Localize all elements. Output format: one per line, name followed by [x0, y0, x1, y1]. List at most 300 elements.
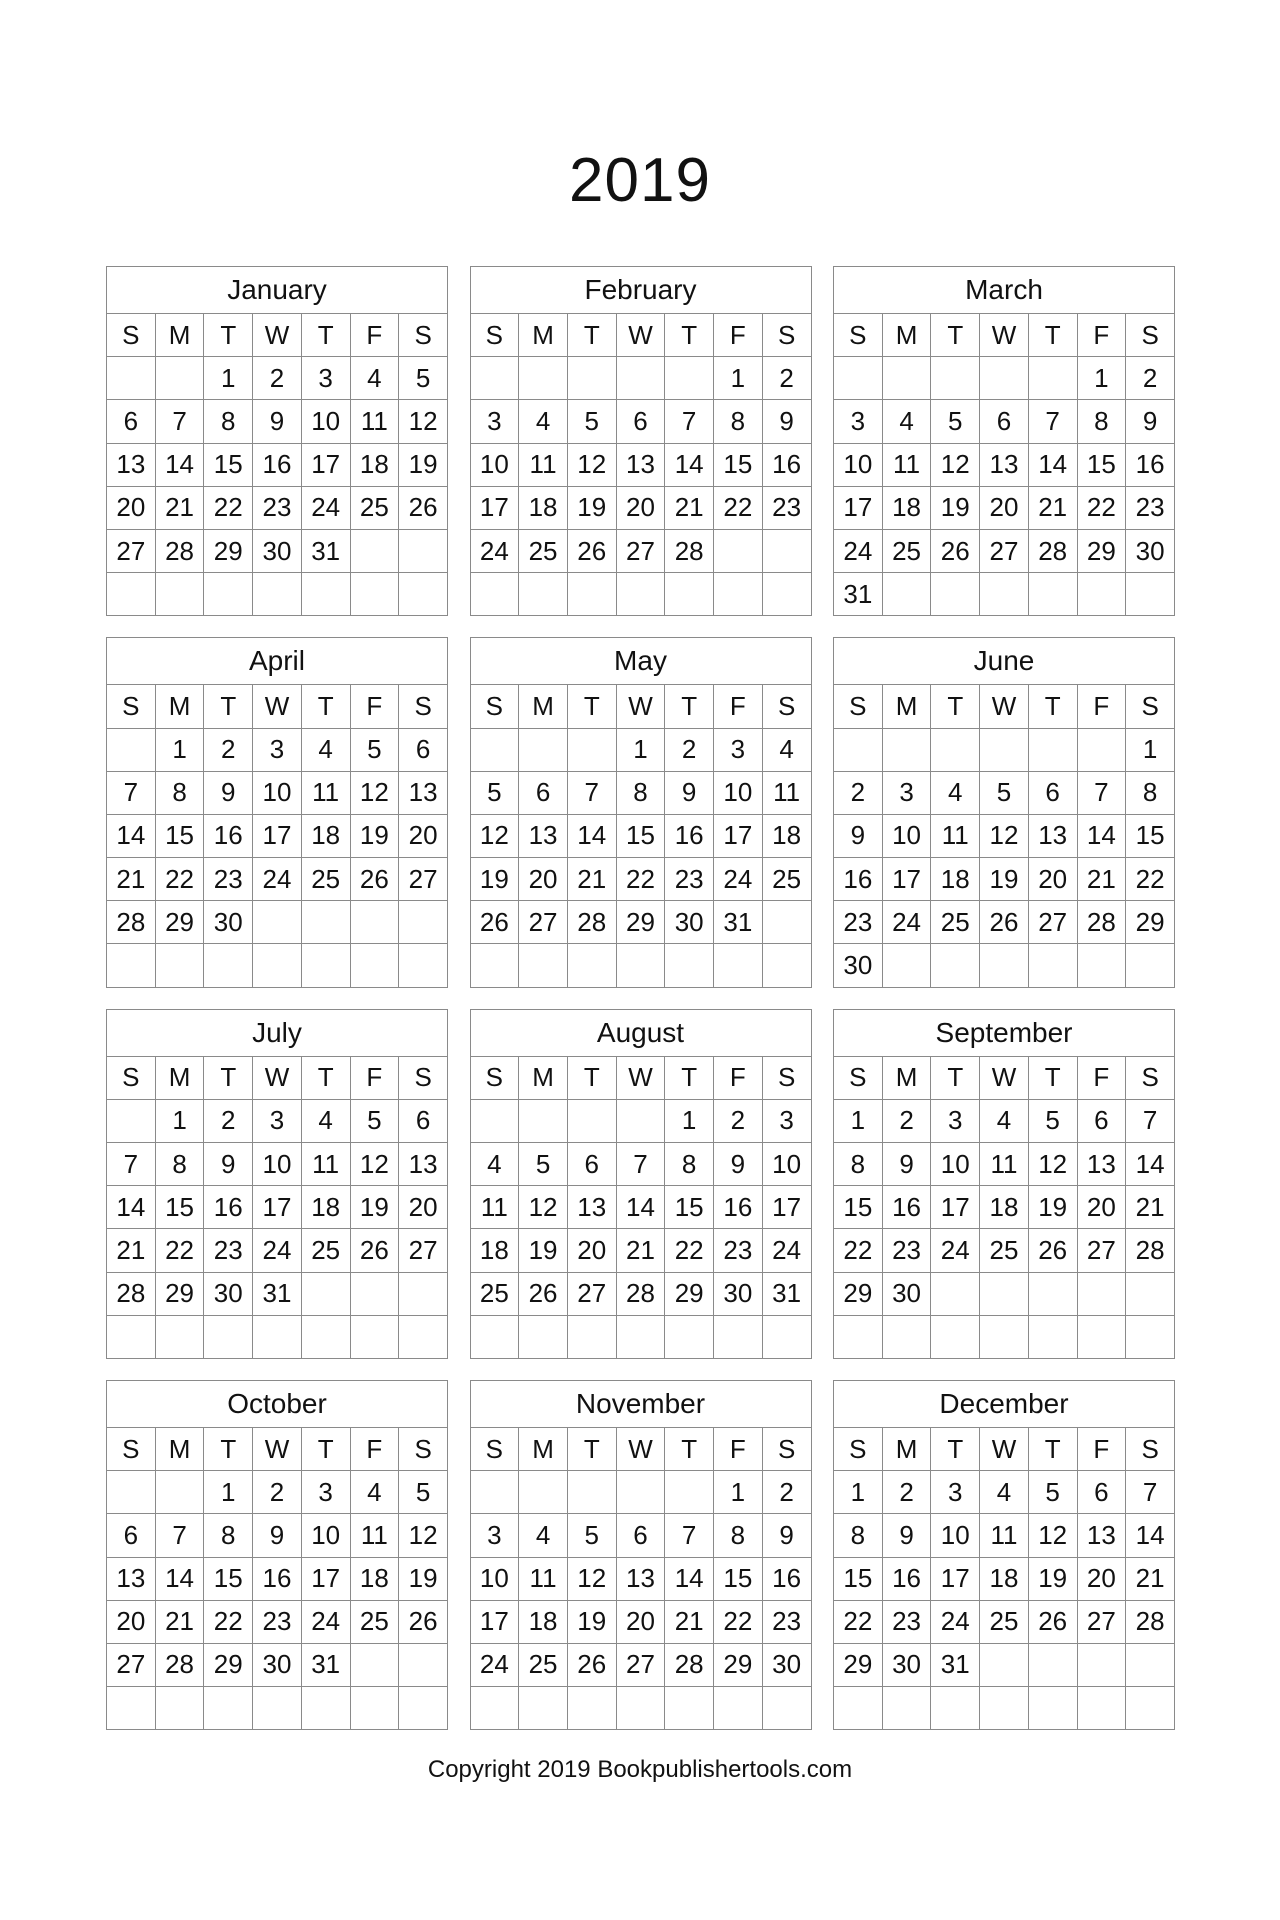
day-cell: 7	[107, 1143, 156, 1186]
day-cell: 18	[470, 1229, 519, 1272]
day-cell	[350, 573, 399, 616]
day-cell: 1	[155, 1099, 204, 1142]
week-row	[470, 357, 811, 400]
week-row	[107, 486, 448, 529]
day-cell	[931, 1315, 980, 1358]
day-cell	[204, 1687, 253, 1730]
month-name: July	[107, 1009, 448, 1056]
day-cell: 2	[762, 357, 811, 400]
day-cell: 9	[204, 1143, 253, 1186]
week-row	[470, 1272, 811, 1315]
day-cell: 13	[1028, 814, 1077, 857]
weekday-label: S	[762, 314, 811, 357]
day-cell: 22	[155, 1229, 204, 1272]
week-row	[107, 443, 448, 486]
day-cell: 17	[253, 814, 302, 857]
weekday-label: T	[204, 314, 253, 357]
day-cell: 7	[155, 1514, 204, 1557]
day-cell	[107, 357, 156, 400]
week-row	[834, 357, 1175, 400]
day-cell	[1077, 573, 1126, 616]
month-calendar-february	[470, 266, 812, 616]
day-cell	[350, 1687, 399, 1730]
day-cell	[107, 728, 156, 771]
weekday-header-row	[470, 685, 811, 728]
day-cell	[519, 357, 568, 400]
week-row	[107, 1315, 448, 1358]
weekday-label: T	[567, 1427, 616, 1470]
day-cell: 27	[399, 1229, 448, 1272]
day-cell: 22	[834, 1229, 883, 1272]
day-cell	[107, 1099, 156, 1142]
day-cell: 23	[834, 901, 883, 944]
day-cell: 20	[519, 858, 568, 901]
day-cell: 14	[107, 1186, 156, 1229]
day-cell: 11	[470, 1186, 519, 1229]
day-cell: 29	[834, 1272, 883, 1315]
week-row	[107, 1272, 448, 1315]
day-cell: 27	[1028, 901, 1077, 944]
day-cell	[834, 728, 883, 771]
day-cell: 16	[762, 1557, 811, 1600]
day-cell: 9	[204, 771, 253, 814]
day-cell: 6	[519, 771, 568, 814]
day-cell	[519, 1471, 568, 1514]
day-cell: 21	[1028, 486, 1077, 529]
day-cell: 11	[301, 771, 350, 814]
day-cell: 13	[399, 771, 448, 814]
day-cell	[350, 529, 399, 572]
day-cell	[399, 944, 448, 987]
day-cell: 2	[714, 1099, 763, 1142]
day-cell: 31	[931, 1643, 980, 1686]
week-row	[470, 858, 811, 901]
weekday-label: S	[1126, 314, 1175, 357]
weekday-label: W	[616, 685, 665, 728]
day-cell: 14	[107, 814, 156, 857]
day-cell	[301, 944, 350, 987]
week-row	[834, 1514, 1175, 1557]
day-cell	[567, 573, 616, 616]
day-cell: 24	[253, 858, 302, 901]
day-cell: 15	[834, 1557, 883, 1600]
day-cell	[350, 1272, 399, 1315]
day-cell	[519, 1315, 568, 1358]
weekday-label: W	[616, 314, 665, 357]
day-cell: 13	[107, 1557, 156, 1600]
day-cell: 20	[616, 1600, 665, 1643]
day-cell: 13	[519, 814, 568, 857]
day-cell: 29	[204, 1643, 253, 1686]
weekday-label: T	[204, 1427, 253, 1470]
weekday-label: M	[519, 685, 568, 728]
day-cell: 23	[882, 1229, 931, 1272]
day-cell: 4	[931, 771, 980, 814]
weekday-label: F	[350, 1427, 399, 1470]
day-cell: 28	[665, 529, 714, 572]
week-row	[107, 858, 448, 901]
day-cell	[567, 1099, 616, 1142]
copyright-footer: Copyright 2019 Bookpublishertools.com	[427, 1756, 853, 1783]
day-cell: 5	[567, 1514, 616, 1557]
day-cell: 8	[155, 771, 204, 814]
day-cell	[616, 357, 665, 400]
day-cell: 9	[253, 400, 302, 443]
week-row	[107, 1514, 448, 1557]
day-cell: 8	[204, 1514, 253, 1557]
day-cell: 25	[931, 901, 980, 944]
day-cell: 29	[204, 529, 253, 572]
day-cell: 8	[1126, 771, 1175, 814]
weekday-label: T	[665, 314, 714, 357]
day-cell: 27	[519, 901, 568, 944]
day-cell: 10	[931, 1143, 980, 1186]
day-cell: 3	[931, 1099, 980, 1142]
day-cell: 14	[665, 443, 714, 486]
day-cell: 26	[350, 1229, 399, 1272]
day-cell: 17	[301, 443, 350, 486]
day-cell: 18	[980, 1557, 1029, 1600]
day-cell	[1126, 1272, 1175, 1315]
week-row	[107, 1643, 448, 1686]
day-cell	[616, 1471, 665, 1514]
day-cell: 6	[567, 1143, 616, 1186]
month-name: February	[470, 267, 811, 314]
week-row	[470, 814, 811, 857]
week-row	[834, 944, 1175, 987]
day-cell: 11	[301, 1143, 350, 1186]
week-row	[470, 1600, 811, 1643]
day-cell: 4	[980, 1471, 1029, 1514]
day-cell: 10	[834, 443, 883, 486]
week-row	[107, 1099, 448, 1142]
day-cell	[107, 944, 156, 987]
weekday-label: T	[567, 1056, 616, 1099]
weekday-header-row	[107, 1056, 448, 1099]
day-cell	[882, 944, 931, 987]
day-cell	[1077, 1643, 1126, 1686]
day-cell	[470, 1471, 519, 1514]
week-row	[834, 400, 1175, 443]
day-cell	[931, 944, 980, 987]
day-cell: 20	[107, 486, 156, 529]
day-cell: 15	[665, 1186, 714, 1229]
day-cell: 7	[665, 400, 714, 443]
day-cell: 2	[204, 728, 253, 771]
day-cell: 30	[834, 944, 883, 987]
month-calendar-april	[106, 637, 448, 987]
day-cell: 7	[1028, 400, 1077, 443]
day-cell: 27	[616, 529, 665, 572]
day-cell: 11	[350, 400, 399, 443]
day-cell: 8	[665, 1143, 714, 1186]
weekday-label: T	[1028, 1427, 1077, 1470]
day-cell: 30	[882, 1643, 931, 1686]
day-cell: 12	[1028, 1514, 1077, 1557]
day-cell: 11	[882, 443, 931, 486]
weekday-label: W	[253, 685, 302, 728]
day-cell: 29	[1077, 529, 1126, 572]
day-cell: 28	[567, 901, 616, 944]
day-cell: 15	[714, 443, 763, 486]
day-cell: 15	[1077, 443, 1126, 486]
day-cell: 5	[399, 1471, 448, 1514]
day-cell	[253, 573, 302, 616]
weekday-label: T	[665, 1056, 714, 1099]
day-cell	[1077, 728, 1126, 771]
week-row	[107, 357, 448, 400]
weekday-label: S	[834, 685, 883, 728]
weekday-label: S	[834, 314, 883, 357]
day-cell: 12	[519, 1186, 568, 1229]
day-cell: 1	[204, 1471, 253, 1514]
day-cell: 23	[762, 1600, 811, 1643]
day-cell	[253, 901, 302, 944]
day-cell	[567, 357, 616, 400]
day-cell	[567, 728, 616, 771]
weekday-label: S	[762, 685, 811, 728]
day-cell: 3	[762, 1099, 811, 1142]
day-cell: 24	[834, 529, 883, 572]
day-cell	[616, 1687, 665, 1730]
day-cell: 31	[834, 573, 883, 616]
week-row	[470, 771, 811, 814]
day-cell	[665, 357, 714, 400]
week-row	[834, 443, 1175, 486]
weekday-label: S	[107, 314, 156, 357]
day-cell: 25	[301, 1229, 350, 1272]
day-cell: 13	[1077, 1514, 1126, 1557]
weekday-label: M	[519, 1427, 568, 1470]
day-cell: 1	[204, 357, 253, 400]
day-cell: 10	[253, 1143, 302, 1186]
weekday-header-row	[107, 1427, 448, 1470]
day-cell: 14	[1028, 443, 1077, 486]
day-cell: 5	[350, 1099, 399, 1142]
day-cell: 4	[762, 728, 811, 771]
day-cell: 26	[980, 901, 1029, 944]
day-cell: 27	[1077, 1229, 1126, 1272]
weekday-label: M	[519, 314, 568, 357]
weekday-label: M	[155, 1056, 204, 1099]
day-cell	[616, 944, 665, 987]
week-row	[470, 400, 811, 443]
day-cell: 20	[1028, 858, 1077, 901]
day-cell: 22	[714, 1600, 763, 1643]
day-cell	[155, 573, 204, 616]
day-cell: 24	[714, 858, 763, 901]
day-cell: 5	[567, 400, 616, 443]
day-cell: 3	[301, 1471, 350, 1514]
day-cell: 6	[1028, 771, 1077, 814]
week-row	[470, 1471, 811, 1514]
day-cell: 9	[834, 814, 883, 857]
day-cell: 28	[665, 1643, 714, 1686]
week-row	[107, 771, 448, 814]
day-cell: 29	[834, 1643, 883, 1686]
day-cell	[1028, 728, 1077, 771]
day-cell: 12	[980, 814, 1029, 857]
day-cell: 5	[1028, 1471, 1077, 1514]
week-row	[107, 1186, 448, 1229]
day-cell	[470, 1099, 519, 1142]
weekday-label: W	[980, 1427, 1029, 1470]
day-cell: 7	[665, 1514, 714, 1557]
day-cell: 10	[470, 1557, 519, 1600]
day-cell: 31	[253, 1272, 302, 1315]
day-cell	[399, 1315, 448, 1358]
week-row	[470, 529, 811, 572]
weekday-label: S	[399, 1427, 448, 1470]
day-cell: 22	[1126, 858, 1175, 901]
day-cell	[470, 1687, 519, 1730]
day-cell: 20	[399, 1186, 448, 1229]
day-cell	[931, 573, 980, 616]
day-cell: 7	[567, 771, 616, 814]
day-cell: 27	[1077, 1600, 1126, 1643]
week-row	[470, 1186, 811, 1229]
week-row	[834, 486, 1175, 529]
day-cell: 27	[567, 1272, 616, 1315]
day-cell: 4	[470, 1143, 519, 1186]
day-cell: 19	[567, 486, 616, 529]
week-row	[834, 1315, 1175, 1358]
weekday-label: F	[350, 1056, 399, 1099]
day-cell: 23	[253, 1600, 302, 1643]
day-cell	[155, 1471, 204, 1514]
week-row	[107, 529, 448, 572]
weekday-label: M	[155, 314, 204, 357]
day-cell: 26	[519, 1272, 568, 1315]
day-cell: 6	[107, 1514, 156, 1557]
week-row	[470, 1557, 811, 1600]
day-cell: 20	[567, 1229, 616, 1272]
weekday-label: S	[470, 685, 519, 728]
day-cell: 23	[204, 858, 253, 901]
day-cell: 28	[1077, 901, 1126, 944]
day-cell: 10	[470, 443, 519, 486]
day-cell: 18	[519, 1600, 568, 1643]
day-cell	[301, 901, 350, 944]
weekday-label: M	[155, 1427, 204, 1470]
weekday-label: F	[1077, 1427, 1126, 1470]
day-cell	[882, 728, 931, 771]
day-cell	[1028, 1687, 1077, 1730]
day-cell: 19	[1028, 1186, 1077, 1229]
day-cell: 1	[714, 1471, 763, 1514]
day-cell	[980, 357, 1029, 400]
day-cell: 7	[155, 400, 204, 443]
day-cell: 13	[107, 443, 156, 486]
day-cell: 17	[882, 858, 931, 901]
day-cell: 24	[470, 1643, 519, 1686]
day-cell	[470, 1315, 519, 1358]
day-cell	[665, 573, 714, 616]
weekday-label: W	[616, 1427, 665, 1470]
month-calendar-june	[833, 637, 1175, 987]
day-cell	[980, 1643, 1029, 1686]
day-cell: 21	[665, 486, 714, 529]
weekday-label: T	[1028, 685, 1077, 728]
day-cell: 12	[350, 771, 399, 814]
day-cell: 16	[762, 443, 811, 486]
day-cell	[980, 1315, 1029, 1358]
weekday-label: F	[714, 314, 763, 357]
month-calendar-november	[470, 1380, 812, 1730]
day-cell: 28	[155, 1643, 204, 1686]
day-cell: 3	[253, 728, 302, 771]
day-cell: 14	[155, 443, 204, 486]
day-cell: 30	[204, 1272, 253, 1315]
weekday-header-row	[834, 1427, 1175, 1470]
day-cell: 16	[714, 1186, 763, 1229]
day-cell	[1028, 357, 1077, 400]
day-cell: 13	[980, 443, 1029, 486]
day-cell: 5	[350, 728, 399, 771]
day-cell: 7	[107, 771, 156, 814]
day-cell: 7	[616, 1143, 665, 1186]
day-cell: 6	[1077, 1471, 1126, 1514]
day-cell	[665, 1687, 714, 1730]
day-cell: 29	[616, 901, 665, 944]
weekday-header-row	[470, 1427, 811, 1470]
day-cell: 30	[253, 1643, 302, 1686]
day-cell: 30	[253, 529, 302, 572]
weekday-label: W	[253, 314, 302, 357]
day-cell: 17	[470, 1600, 519, 1643]
day-cell: 4	[350, 1471, 399, 1514]
day-cell: 16	[253, 443, 302, 486]
weekday-label: S	[1126, 685, 1175, 728]
day-cell: 16	[204, 814, 253, 857]
day-cell	[1028, 1315, 1077, 1358]
day-cell: 16	[882, 1186, 931, 1229]
day-cell: 13	[567, 1186, 616, 1229]
weekday-header-row	[107, 685, 448, 728]
day-cell	[1126, 1643, 1175, 1686]
day-cell	[762, 1687, 811, 1730]
day-cell: 15	[155, 814, 204, 857]
day-cell	[350, 1643, 399, 1686]
day-cell	[567, 944, 616, 987]
month-name: April	[107, 638, 448, 685]
day-cell: 5	[470, 771, 519, 814]
day-cell: 12	[470, 814, 519, 857]
weekday-label: T	[301, 685, 350, 728]
day-cell: 15	[714, 1557, 763, 1600]
weekday-label: W	[980, 1056, 1029, 1099]
week-row	[834, 814, 1175, 857]
day-cell: 21	[616, 1229, 665, 1272]
week-row	[834, 1600, 1175, 1643]
day-cell: 15	[155, 1186, 204, 1229]
day-cell: 10	[882, 814, 931, 857]
day-cell: 15	[616, 814, 665, 857]
day-cell: 2	[253, 1471, 302, 1514]
week-row	[470, 944, 811, 987]
week-row	[834, 858, 1175, 901]
day-cell: 23	[762, 486, 811, 529]
weekday-label: T	[567, 314, 616, 357]
day-cell: 24	[882, 901, 931, 944]
day-cell	[834, 1315, 883, 1358]
day-cell: 21	[665, 1600, 714, 1643]
day-cell: 9	[762, 400, 811, 443]
weekday-label: T	[301, 1056, 350, 1099]
weekday-label: M	[519, 1056, 568, 1099]
day-cell: 10	[301, 1514, 350, 1557]
weekday-label: F	[1077, 685, 1126, 728]
